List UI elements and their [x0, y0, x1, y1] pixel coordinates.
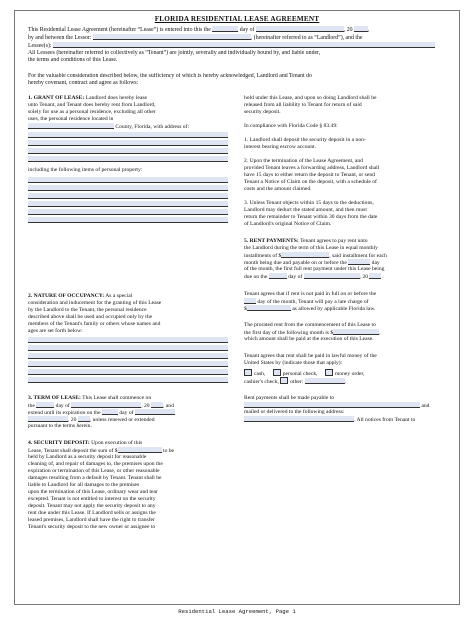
security-line-5: expiration or termination of this Lease, or other reasonable [28, 468, 160, 474]
late-line-2: day of the month, Tenant will pay a late charge of [244, 298, 446, 306]
first-rent-day-field[interactable] [269, 273, 287, 279]
left-column [28, 95, 230, 605]
rule-2-line-3: have 15 days to either return the deposit to Tenant, or send [244, 172, 375, 178]
rent-due-day-field[interactable] [348, 259, 370, 265]
security-line-9: excepted. Tenant is not entitled to interest on the security [28, 496, 156, 502]
grant-line-4: uses, the personal residence located in [28, 116, 114, 122]
mail-line-1: Rent payments shall be made payable to [244, 395, 335, 401]
money-order-checkbox[interactable] [325, 369, 333, 376]
mail-line-4: . All notices from Tenant to [244, 416, 446, 424]
page-footer: Residential Lease Agreement, Page 1 [178, 608, 296, 615]
security-line-4: cleaning of, and repair of damages to, the premises upon the [28, 461, 163, 467]
grant-line-5: County, Florida, with address of: [28, 123, 230, 131]
consideration-line-1: For the valuable consideration described below, the sufficiency of which is hereby acknowledged, Landlord and Tenant do [28, 73, 312, 79]
occupancy-line-2: consideration and inducement for the granting of this Lease [28, 300, 162, 306]
security-line-3: held by Landlord as a security deposit for reasonable [28, 454, 147, 460]
property-field-6[interactable] [28, 217, 228, 223]
end-day-field[interactable] [102, 409, 118, 415]
address-field-4[interactable] [28, 156, 228, 162]
occupancy-line-5: members of the Tenant's family or others whose names and [28, 321, 161, 327]
late-line-1: Tenant agrees that if rent is not paid in full on or before the [244, 291, 377, 297]
security-heading: 4. SECURITY DEPOSIT: [28, 440, 90, 446]
occupancy-heading: 2. NATURE OF OCCUPANCY: [28, 293, 105, 299]
grant-line-6: including the following items of personal property: [28, 167, 143, 173]
start-month-field[interactable] [71, 402, 141, 408]
occupant-field-5[interactable] [28, 369, 228, 375]
cashiers-check-checkbox[interactable] [280, 377, 288, 384]
month-field[interactable] [256, 26, 344, 32]
rule-3-line-2: Landlord may deduct the stated amount, and then must [244, 207, 367, 213]
personal-check-checkbox[interactable] [273, 369, 281, 376]
county-field[interactable] [28, 123, 114, 129]
intro-line-1: This Residential Lease Agreement (hereinafter “Lease”) is entered into this the day of , 20 , [28, 27, 370, 33]
grant-line-3: solely for use as a personal residence, excluding all other [28, 109, 156, 115]
security-line-7: liable to Landlord for all damages to the premises [28, 482, 140, 488]
mail-line-2: and [244, 402, 446, 410]
term-line-5: pursuant to the terms herein. [28, 423, 92, 429]
occupant-field-6[interactable] [28, 377, 228, 383]
term-line-4: , 20 , unless renewed or extended [28, 416, 230, 424]
end-month-field[interactable] [135, 409, 175, 415]
monthly-rent-field[interactable] [281, 252, 329, 258]
term-line-2: the day of , 20 , and [28, 403, 174, 409]
property-field-3[interactable] [28, 193, 228, 199]
deposit-amount-field[interactable] [118, 447, 162, 453]
rent-line-1: 5. RENT PAYMENTS: Tenant agrees to pay rent unto [244, 238, 368, 244]
payment-options-line-2: cashier's check, other: . [244, 379, 347, 385]
occupancy-line-1: 2. NATURE OF OCCUPANCY: As a special [28, 293, 133, 299]
late-day-field[interactable] [244, 298, 256, 304]
rule-2-line-5: costs and the amount claimed. [244, 186, 312, 192]
occupant-field-2[interactable] [28, 345, 228, 351]
property-field-1[interactable] [28, 177, 228, 183]
deposit-cont-line-3: security deposit. [244, 109, 281, 115]
term-line-3: extend until its expiration on the day of [28, 409, 230, 417]
rent-line-3: installments of $ , said installment for each [244, 253, 387, 259]
security-line-11: rent due under this Lease. If Landlord sells or assigns the [28, 510, 156, 516]
prorated-line-3: which amount shall be paid at the execution of this Lease. [244, 336, 374, 342]
money-line-1: Tenant agrees that rent shall be paid in lawful money of the [244, 353, 377, 359]
occupant-field-3[interactable] [28, 353, 228, 359]
occupant-field-4[interactable] [28, 361, 228, 367]
day-field[interactable] [212, 26, 238, 32]
address-field-1[interactable] [28, 132, 228, 138]
consideration-line-2: hereby covenant, contract and agree as follows: [28, 80, 139, 86]
prorated-line-1: The prorated rent from the commencement of this Lease to [244, 322, 376, 328]
intro-line-2: by and between the Lessor: , (hereinafter referred to as “Landlord”), and the [28, 35, 363, 41]
term-heading: 3. TERM OF LEASE: [28, 395, 81, 401]
end-month-field-cont[interactable] [28, 416, 68, 422]
end-year-field[interactable] [78, 416, 90, 422]
occupant-field-1[interactable] [28, 337, 228, 343]
rule-3-line-3: return the remainder to Tenant within 30 days from the date [244, 214, 378, 220]
rule-1-line-1: 1. Landlord shall deposit the security deposit in a non- [244, 137, 366, 143]
grant-line-1: 1. GRANT OF LEASE: Landlord does hereby lease [28, 95, 148, 101]
other-payment-field[interactable] [305, 378, 345, 384]
address-field-2[interactable] [28, 140, 228, 146]
address-field-3[interactable] [28, 148, 228, 154]
rule-2-line-4: Tenant a Notice of Claim on the deposit, with a schedule of [244, 179, 377, 185]
start-day-field[interactable] [36, 402, 54, 408]
rent-line-6: due on the day of , 20 . [244, 274, 383, 280]
security-line-8: upon the termination of this Lease, ordinary wear and tear [28, 489, 158, 495]
lessor-field[interactable] [93, 34, 251, 40]
rule-2-line-1: 2. Upon the termination of the Lease Agreement, and [244, 158, 363, 164]
payee-field[interactable] [244, 402, 420, 408]
security-line-1: 4. SECURITY DEPOSIT: Upon execution of this [28, 440, 143, 446]
property-field-5[interactable] [28, 209, 228, 215]
deposit-cont-line-2: released from all liability to Tenant for return of said [244, 102, 362, 108]
rent-line-5: of the month, the first full rent payment under this Lease being [244, 266, 385, 272]
first-rent-year-field[interactable] [369, 273, 381, 279]
payment-options-line-1: cash, personal check, money order, [244, 369, 446, 378]
property-field-4[interactable] [28, 201, 228, 207]
prorated-line-2: the first day of the following month is $ , [244, 330, 381, 336]
security-line-12: leased premises, Landlord shall have the right to transfer [28, 517, 155, 523]
occupancy-line-6: ages are set forth below: [28, 328, 83, 334]
money-line-2: United States by (indicate those that apply): [244, 360, 343, 366]
occupancy-line-3: by the Landlord to the Tenant, the personal residence [28, 307, 147, 313]
rule-1-line-2: interest bearing escrow account. [244, 144, 317, 150]
late-charge-field[interactable] [247, 305, 291, 311]
security-line-13: Tenant's security deposit to the new owner or assignee to [28, 524, 156, 530]
mailing-address-field[interactable] [244, 416, 354, 422]
compliance-line: In compliance with Florida Code § 83.49: [244, 123, 338, 129]
property-field-2[interactable] [28, 185, 228, 191]
intro-line-3: Lessee(s): [28, 42, 446, 50]
right-column [244, 95, 446, 605]
lessee-field[interactable] [53, 42, 435, 48]
grant-line-2: unto Tenant, and Tenant does hereby rent from Landlord, [28, 102, 156, 108]
rent-line-2: the Landlord during the term of this Lease in equal monthly [244, 245, 378, 251]
prorated-amount-field[interactable] [333, 329, 379, 335]
rule-3-line-4: of Landlord's original Notice of Claim. [244, 221, 332, 227]
document-title: FLORIDA RESIDENTIAL LEASE AGREEMENT [154, 15, 320, 23]
term-line-1: 3. TERM OF LEASE: This Lease shall commence on [28, 395, 152, 401]
start-year-field[interactable] [151, 402, 163, 408]
late-line-3: $ as allowed by applicable Florida law. [244, 306, 376, 312]
rule-3-line-1: 3. Unless Tenant objects within 15 days to the deductions, [244, 200, 374, 206]
intro-line-5: the terms and conditions of this Lease. [28, 57, 118, 63]
cash-checkbox[interactable] [244, 369, 252, 376]
first-rent-month-field[interactable] [304, 273, 360, 279]
mail-line-3: mailed or delivered to the following address: [244, 409, 345, 415]
occupancy-line-4: described above shall be used and occupied only by the [28, 314, 153, 320]
rule-2-line-2: provided Tenant leaves a forwarding address, Landlord shall [244, 165, 380, 171]
deposit-cont-line-1: hold under this Lease, and upon so doing Landlord shall be [244, 95, 377, 101]
year-field[interactable] [354, 26, 368, 32]
security-line-2: Lease, Tenant shall deposit the sum of $ to be [28, 448, 175, 454]
intro-line-4: All Lessees (hereinafter referred to collectively as “Tenant”) are jointly, severally and individually bound by, and liable under, [28, 50, 321, 56]
grant-heading: 1. GRANT OF LEASE: [28, 95, 85, 101]
security-line-10: deposit. Tenant may not apply the security deposit to any [28, 503, 156, 509]
security-line-6: damages resulting from a default by Tenant. Tenant shall be [28, 475, 162, 481]
rent-line-4: month being due and payable on or before the day [244, 260, 380, 266]
rent-heading: 5. RENT PAYMENTS: [244, 238, 299, 244]
